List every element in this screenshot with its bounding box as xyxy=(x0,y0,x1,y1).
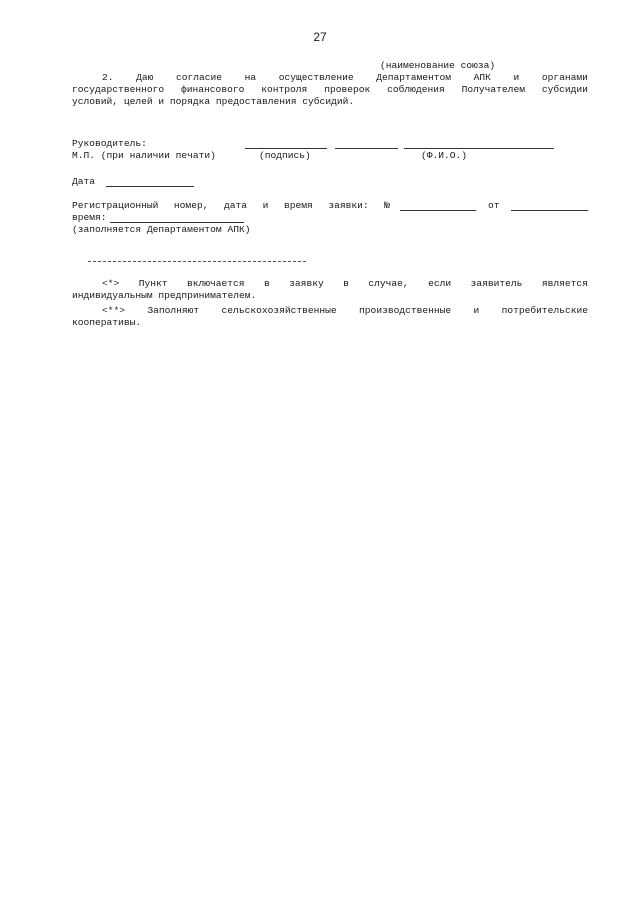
registration-line-1 xyxy=(72,200,390,212)
word: и xyxy=(513,72,520,83)
word: № xyxy=(384,200,390,211)
reg-time-line xyxy=(110,222,244,223)
word: <**> xyxy=(102,305,126,316)
fio-line xyxy=(404,148,554,149)
reg-time-label: время: xyxy=(72,212,107,223)
footnote-2-line-2: кооперативы. xyxy=(72,317,142,328)
word: Получателем xyxy=(461,84,525,95)
head-label: Руководитель: xyxy=(72,138,147,149)
word: <*> xyxy=(102,278,120,289)
word: Заполняют xyxy=(147,305,200,316)
word: субсидии xyxy=(541,84,588,95)
word: включается xyxy=(186,278,245,289)
union-name-caption: (наименование союза) xyxy=(380,60,496,71)
page-number: 27 xyxy=(313,30,327,44)
footnote-separator xyxy=(88,261,306,262)
word: и xyxy=(473,305,480,316)
word: согласие xyxy=(175,72,223,83)
signature-line-extra xyxy=(335,148,398,149)
word: случае, xyxy=(368,278,409,289)
word: Пункт xyxy=(138,278,168,289)
word: Департаментом xyxy=(376,72,452,83)
word: контроля xyxy=(261,84,308,95)
reg-number-line xyxy=(400,210,476,211)
consent-line-2 xyxy=(72,84,588,96)
reg-from-label: от xyxy=(488,200,500,211)
word: потребительские xyxy=(501,305,588,316)
signature-caption: (подпись) xyxy=(259,150,311,161)
word: проверок xyxy=(324,84,371,95)
word: на xyxy=(244,72,257,83)
word: заявитель xyxy=(470,278,523,289)
word: в xyxy=(343,278,349,289)
fio-caption: (Ф.И.О.) xyxy=(421,150,468,161)
word: АПК xyxy=(473,72,491,83)
signature-line xyxy=(245,148,327,149)
date-line xyxy=(106,186,194,187)
word: производственные xyxy=(359,305,452,316)
word: органами xyxy=(541,72,588,83)
word: заявки: xyxy=(328,200,369,211)
word: Даю xyxy=(136,72,154,83)
word: Регистрационный xyxy=(72,200,159,211)
footnote-2-line-1 xyxy=(102,305,588,317)
reg-date-line xyxy=(511,210,588,211)
word: время xyxy=(283,200,313,211)
word: в xyxy=(263,278,270,289)
word: соблюдения xyxy=(387,84,445,95)
seal-label: М.П. (при наличии печати) xyxy=(72,150,216,161)
word: сельскохозяйственные xyxy=(221,305,337,316)
word: дата xyxy=(224,200,248,211)
word: осуществление xyxy=(278,72,354,83)
consent-line-1 xyxy=(102,72,588,84)
word: заявку xyxy=(289,278,324,289)
word: если xyxy=(428,278,452,289)
word: финансового xyxy=(181,84,245,95)
word: государственного xyxy=(72,84,165,95)
reg-note: (заполняется Департаментом АПК) xyxy=(72,224,251,235)
footnote-1-line-2: индивидуальным предпринимателем. xyxy=(72,290,257,301)
word: 2. xyxy=(102,72,114,83)
word: номер, xyxy=(173,200,209,211)
footnote-1-line-1 xyxy=(102,278,588,290)
date-label: Дата xyxy=(72,176,96,187)
word: и xyxy=(262,200,269,211)
word: является xyxy=(541,278,588,289)
consent-line-3: условий, целей и порядка предоставления субсидий. xyxy=(72,96,355,107)
